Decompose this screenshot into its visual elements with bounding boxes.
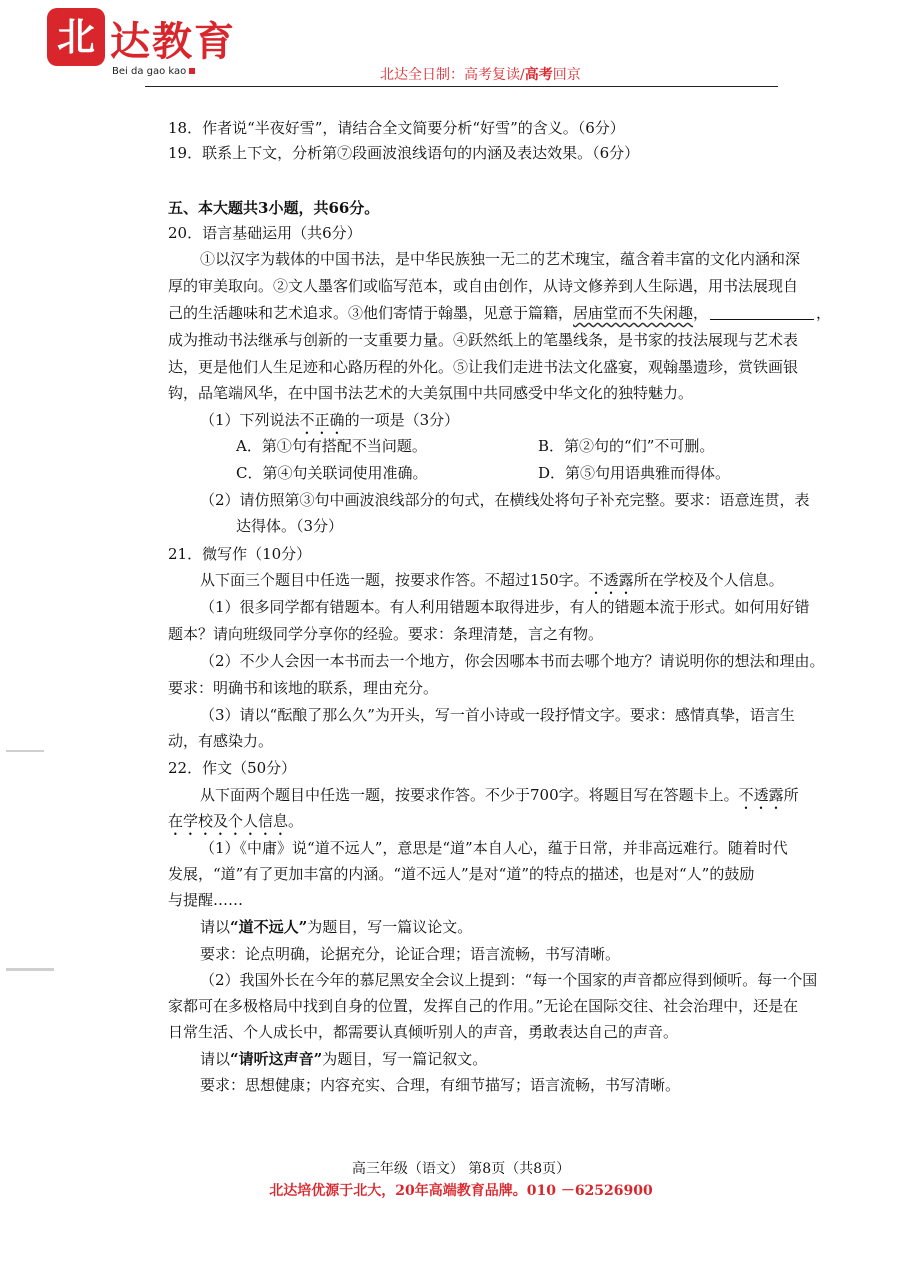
header-slogan: 北达全日制：高考复读/高考回京 bbox=[380, 67, 581, 83]
q20-sub1: （1）下列说法不正确的一项是（3分） bbox=[200, 411, 460, 429]
logo-char: 北 bbox=[56, 15, 95, 59]
emphasis-text: 不正确 bbox=[299, 411, 345, 429]
q22-option-1-cont: 与提醒…… bbox=[168, 891, 244, 909]
q20-passage-line: 钩，品笔端风华，在中国书法艺术的大美氛围中共同感受中华文化的独特魅力。 bbox=[168, 384, 694, 402]
q22-option-2-cont: 家都可在多极格局中找到自身的位置，发挥自己的作用。”无论在国际交往、社会治理中，还是在 bbox=[168, 997, 799, 1015]
option-b: B．第②句的“们”不可删。 bbox=[538, 437, 715, 455]
q22-option-2: （2）我国外长在今年的慕尼黑安全会议上提到：“每一个国家的声音都应得到倾听。每一个国 bbox=[200, 971, 818, 989]
q21-option-1: （1）很多同学都有错题本。有人利用错题本取得进步，有人的错题本流于形式。如何用好错 bbox=[200, 598, 810, 616]
emphasis-text: 不透露 bbox=[738, 786, 784, 804]
header-divider bbox=[145, 86, 778, 87]
wavy-underlined-text: 居庙堂而不失闲趣 bbox=[573, 304, 694, 322]
q22-option-2-task: 请以“请听这声音”为题目，写一篇记叙文。 bbox=[200, 1050, 488, 1068]
q22-option-1-req: 要求：论点明确，论据充分，论证合理；语言流畅，书写清晰。 bbox=[200, 945, 621, 963]
q21-option-2: （2）不少人会因一本书而去一个地方，你会因哪本书而去哪个地方？请说明你的想法和理由。 bbox=[200, 652, 825, 670]
q22-option-2-cont: 日常生活、个人成长中，都需要认真倾听别人的声音，勇敢表达自己的声音。 bbox=[168, 1023, 679, 1041]
option-d: D．第⑤句用语典雅而得体。 bbox=[538, 464, 731, 482]
scan-mark bbox=[6, 750, 44, 752]
q20-passage-line: 己的生活趣味和艺术追求。③他们寄情于翰墨，见意于篇籍，居庙堂而不失闲趣， ， bbox=[168, 304, 832, 322]
q21-intro: 从下面三个题目中任选一题，按要求作答。不超过150字。不透露所在学校及个人信息。 bbox=[200, 571, 784, 589]
question-19: 19．联系上下文，分析第⑦段画波浪线语句的内涵及表达效果。（6分） bbox=[168, 144, 640, 162]
q20-sub2-cont: 达得体。（3分） bbox=[236, 517, 344, 535]
q20-passage-line: 成为推动书法继承与创新的一支重要力量。④跃然纸上的笔墨线条，是书家的技法展现与艺术表 bbox=[168, 331, 799, 349]
option-a: A．第①句有搭配不当问题。 bbox=[236, 437, 427, 455]
q21-option-2-cont: 要求：明确书和该地的联系，理由充分。 bbox=[168, 679, 439, 697]
question-20-title: 20．语言基础运用（共6分） bbox=[168, 224, 362, 242]
question-22-title: 22．作文（50分） bbox=[168, 759, 297, 777]
q20-passage-line: 厚的审美取向。②文人墨客们或临写范本，或自由创作，从诗文修养到人生际遇，用书法展现自 bbox=[168, 277, 799, 295]
q20-passage-line: 达，更是他们人生足迹和心路历程的外化。⑤让我们走进书法文化盛宴，观翰墨遗珍，赏铁画银 bbox=[168, 358, 799, 376]
question-21-title: 21．微写作（10分） bbox=[168, 545, 312, 563]
q22-option-1-task: 请以“道不远人”为题目，写一篇议论文。 bbox=[200, 918, 473, 936]
question-18: 18．作者说“半夜好雪”，请结合全文简要分析“好雪”的含义。（6分） bbox=[168, 119, 625, 137]
logo-dot bbox=[189, 68, 195, 74]
answer-blank[interactable] bbox=[710, 305, 814, 320]
q22-option-1: （1）《中庸》说“道不远人”，意思是“道”本自人心，蕴于日常，并非高远难行。随着时代 bbox=[200, 839, 788, 857]
q20-sub2: （2）请仿照第③句中画波浪线部分的句式，在横线处将句子补充完整。要求：语意连贯，表 bbox=[200, 491, 810, 509]
q22-intro: 从下面两个题目中任选一题，按要求作答。不少于700字。将题目写在答题卡上。不透露所 bbox=[200, 786, 799, 804]
option-c: C．第④句关联词使用准确。 bbox=[236, 464, 428, 482]
logo-badge bbox=[47, 8, 105, 66]
page-number: 高三年级（语文） 第8页（共8页） bbox=[351, 1161, 571, 1177]
q21-option-1-cont: 题本？请向班级同学分享你的经验。要求：条理清楚，言之有物。 bbox=[168, 625, 604, 643]
emphasis-text: 不透露 bbox=[588, 571, 634, 589]
scan-mark bbox=[6, 968, 54, 971]
q21-option-3: （3）请以“酝酿了那么久”为开头，写一首小诗或一段抒情文字。要求：感情真挚，语言生 bbox=[200, 706, 795, 724]
logo-pinyin: Bei da gao kao bbox=[112, 66, 187, 77]
q22-option-2-req: 要求：思想健康；内容充实、合理，有细节描写；语言流畅，书写清晰。 bbox=[200, 1076, 681, 1094]
logo-name: 达教育 bbox=[110, 18, 236, 65]
emphasis-text: 在学校及个人信息。 bbox=[168, 812, 304, 830]
q20-passage-line: ①以汉字为载体的中国书法，是中华民族独一无二的艺术瑰宝，蕴含着丰富的文化内涵和深 bbox=[200, 250, 801, 268]
essay-title: “请听这声音” bbox=[230, 1050, 323, 1068]
footer-ad: 北达培优源于北大，20年高端教育品牌。010 －62526900 bbox=[269, 1183, 653, 1199]
q22-intro-cont bbox=[168, 811, 303, 839]
q22-option-1-cont: 发展，“道”有了更加丰富的内涵。“道不远人”是对“道”的特点的描述，也是对“人”的鼓励 bbox=[168, 865, 755, 883]
essay-title: “道不远人” bbox=[230, 918, 308, 936]
q21-option-3-cont: 动，有感染力。 bbox=[168, 732, 274, 750]
section-heading: 五、本大题共3小题，共66分。 bbox=[168, 199, 380, 217]
